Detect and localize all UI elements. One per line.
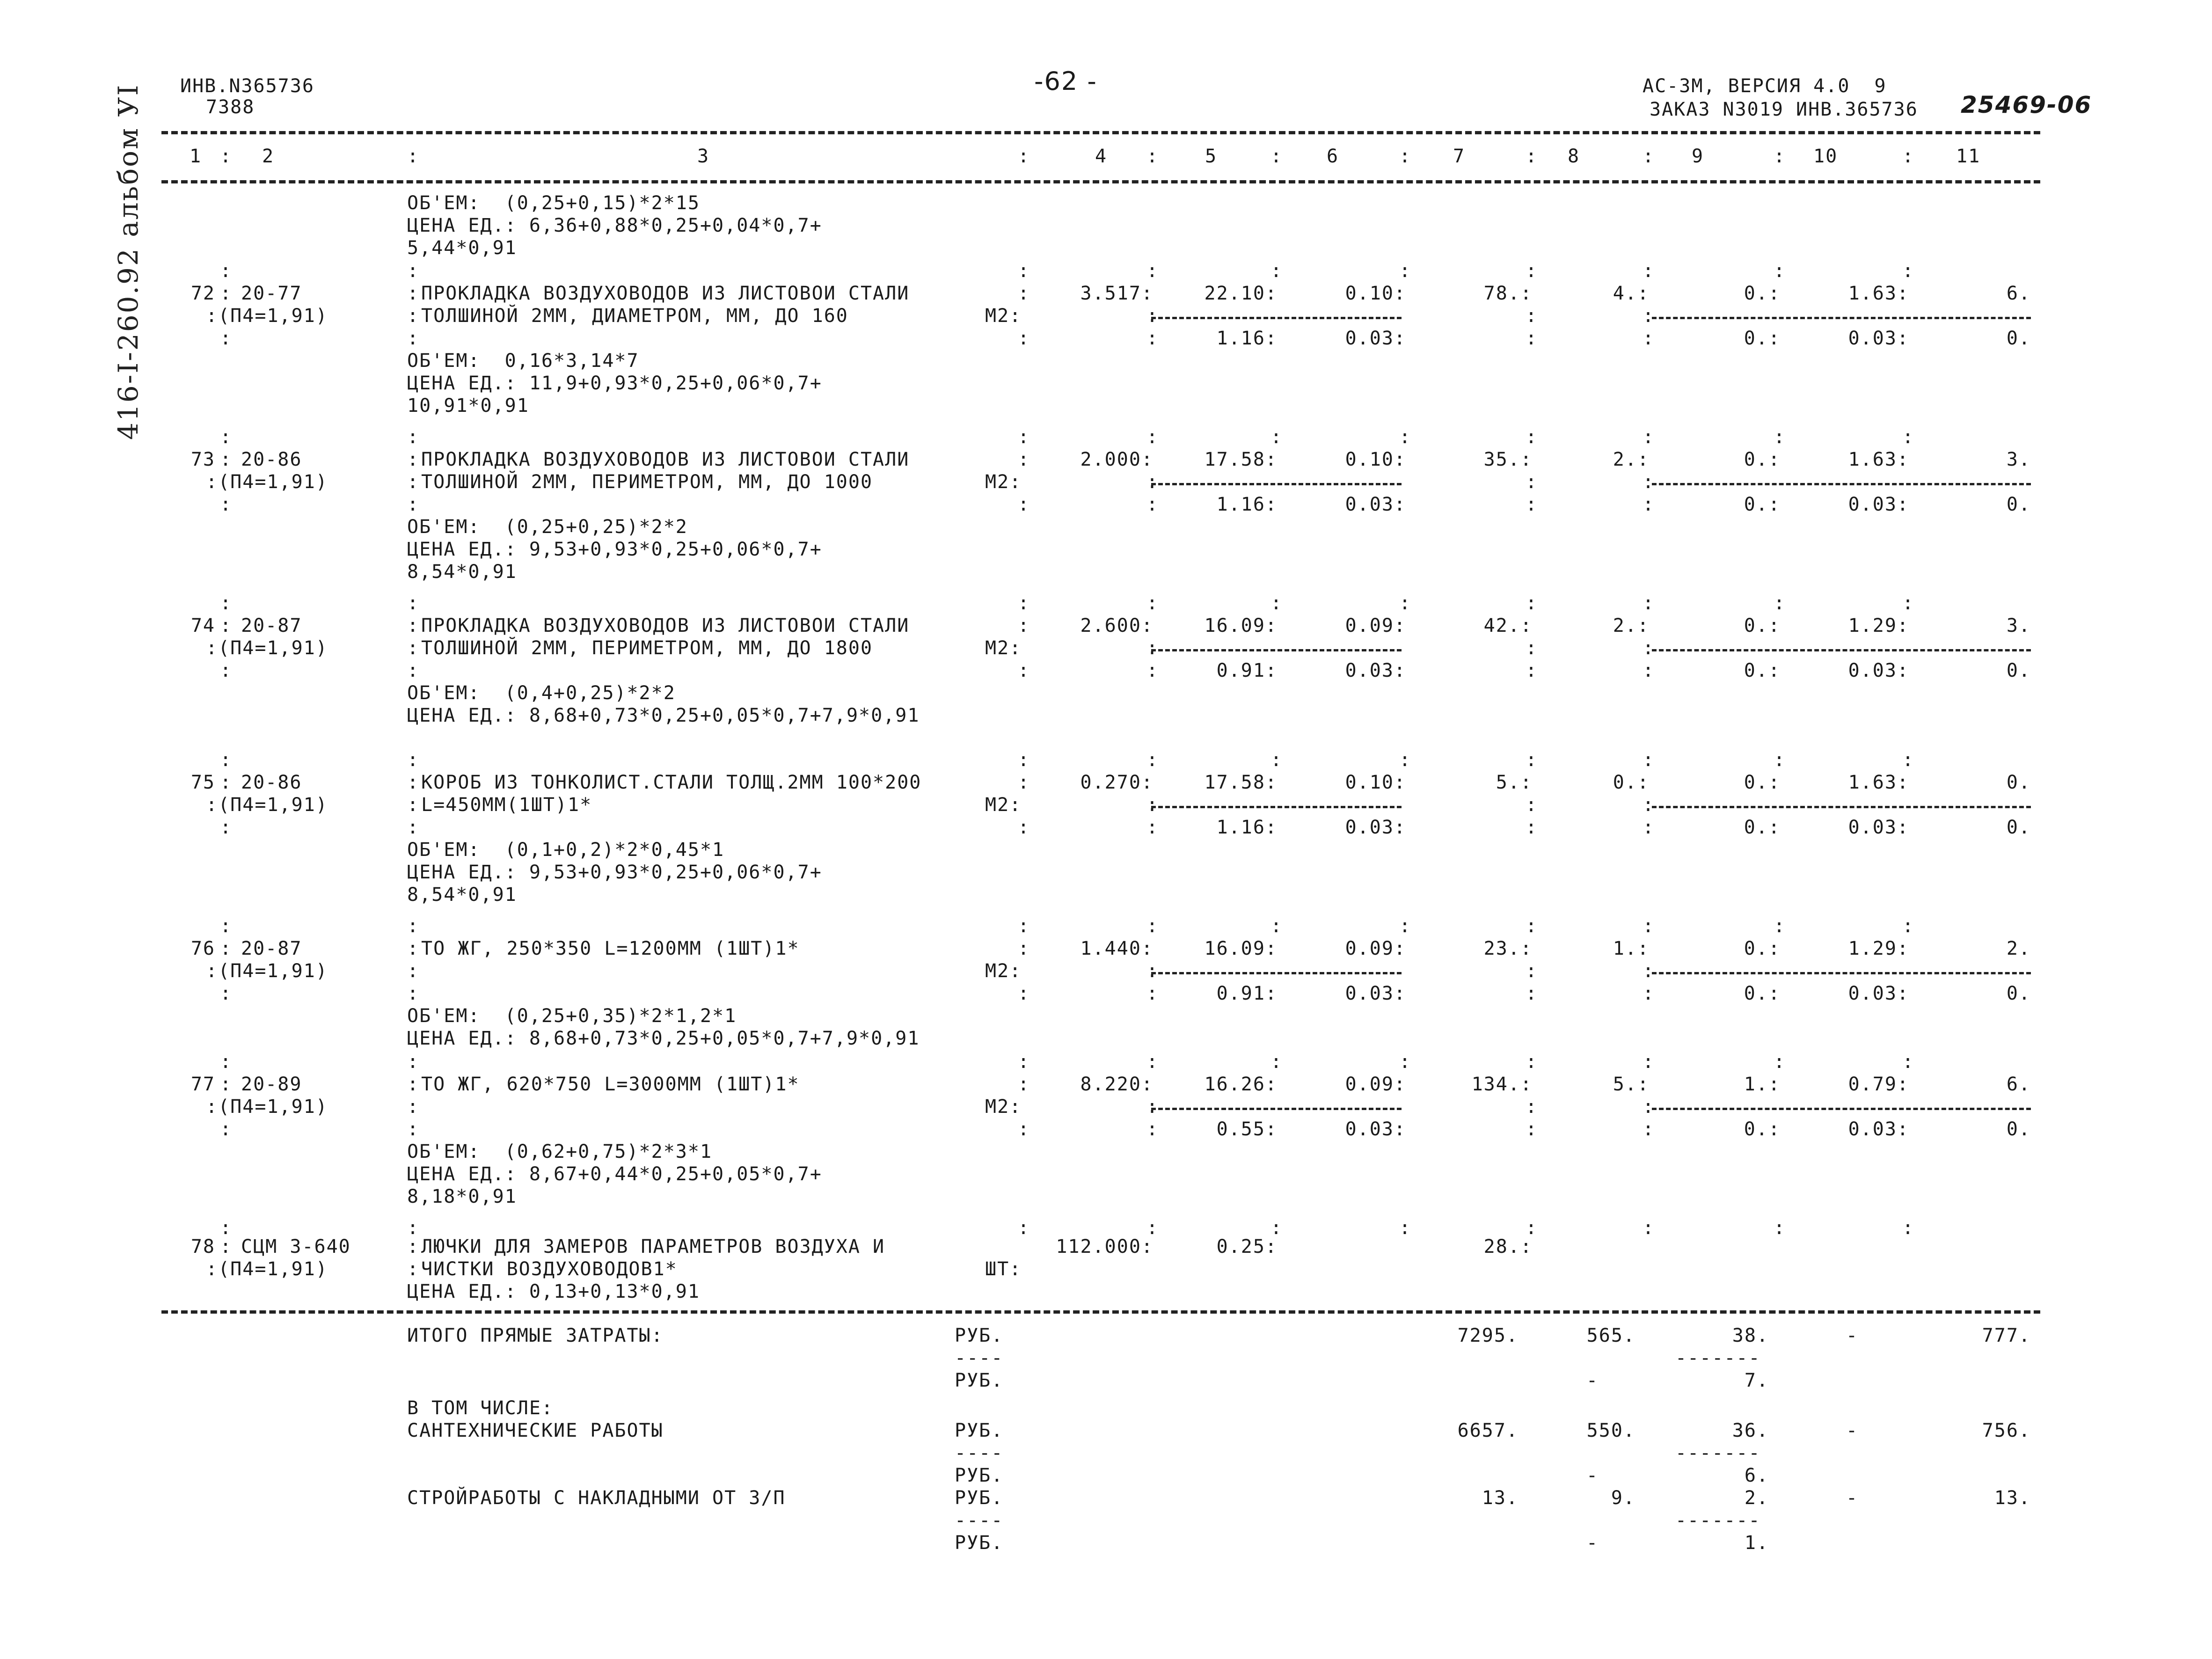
work-name: ПРОКЛАДКА ВОЗДУХОВОДОВ ИЗ ЛИСТОВОИ СТАЛИ — [421, 283, 910, 304]
cell-price-sub: 1.16: — [1216, 494, 1278, 515]
cell-col6: 0.10: — [1345, 449, 1406, 470]
cell-col8: 4.: — [1613, 283, 1650, 304]
column-header: 4 — [1095, 146, 1108, 167]
cell-total: 28.: — [1483, 1236, 1533, 1257]
coefficient: :(П4=1,91) — [206, 637, 328, 659]
intro-price-line-cont: 5,44*0,91 — [407, 237, 517, 259]
underline: ---- — [955, 1442, 1004, 1464]
sanitary-total: 6657. — [1457, 1420, 1518, 1441]
direct-costs-label: ИТОГО ПРЯМЫЕ ЗАТРАТЫ: — [407, 1325, 664, 1346]
calc-note: ОБ'ЕМ: (0,25+0,35)*2*1,2*1 — [407, 1005, 737, 1027]
rate-code: 20-89 — [241, 1074, 302, 1095]
cell-col6: 0.10: — [1345, 772, 1406, 793]
sub-number: 7388 — [206, 96, 255, 118]
cell-total: 78.: — [1483, 283, 1533, 304]
cell-col11-sub: 0. — [2006, 494, 2031, 515]
cell-total: 134.: — [1471, 1074, 1533, 1095]
rate-code: 20-87 — [241, 938, 302, 959]
cell-col6-sub: 0.03: — [1345, 494, 1406, 515]
cell-col11-sub: 0. — [2006, 660, 2031, 681]
cell-col6: 0.09: — [1345, 615, 1406, 636]
cell-price: 17.58: — [1204, 772, 1278, 793]
rate-code: 20-87 — [241, 615, 302, 636]
underline: ---- — [955, 1347, 1004, 1369]
direct-col10: - — [1846, 1325, 1859, 1346]
cell-col11-sub: 0. — [2006, 817, 2031, 838]
construction-label: СТРОЙРАБОТЫ С НАКЛАДНЫМИ ОТ З/П — [407, 1487, 786, 1509]
cell-price-sub: 1.16: — [1216, 817, 1278, 838]
work-name: ПРОКЛАДКА ВОЗДУХОВОДОВ ИЗ ЛИСТОВОИ СТАЛИ — [421, 449, 910, 470]
cell-price-sub: 1.16: — [1216, 328, 1278, 349]
sub-rule — [1652, 483, 2031, 485]
sub-rule — [1652, 972, 2031, 974]
cell-col9-sub: 0.: — [1744, 817, 1781, 838]
cell-col11: 6. — [2006, 283, 2031, 304]
calc-note: ОБ'ЕМ: (0,25+0,25)*2*2 — [407, 516, 688, 538]
work-name: ЛЮЧКИ ДЛЯ ЗАМЕРОВ ПАРАМЕТРОВ ВОЗДУХА И — [421, 1236, 885, 1257]
cell-col9-sub: 0.: — [1744, 660, 1781, 681]
cell-col9: 0.: — [1744, 283, 1781, 304]
quantity: 8.220: — [1080, 1074, 1153, 1095]
column-header: 8 — [1568, 146, 1580, 167]
cell-price: 17.58: — [1204, 449, 1278, 470]
cell-col6-sub: 0.03: — [1345, 1118, 1406, 1140]
cell-col6-sub: 0.03: — [1345, 817, 1406, 838]
direct-col8: 565. — [1586, 1325, 1635, 1346]
work-name: ПРОКЛАДКА ВОЗДУХОВОДОВ ИЗ ЛИСТОВОИ СТАЛИ — [421, 615, 910, 636]
cell-col11-sub: 0. — [2006, 328, 2031, 349]
sub-rule — [1151, 317, 1402, 319]
calc-note: ЦЕНА ЕД.: 8,68+0,73*0,25+0,05*0,7+7,9*0,91 — [407, 705, 920, 726]
album-label: 416-I-260.92 альбом УI — [112, 83, 144, 440]
price-note: ЦЕНА ЕД.: 0,13+0,13*0,91 — [407, 1281, 700, 1302]
rate-code: 20-86 — [241, 772, 302, 793]
calc-note: 8,18*0,91 — [407, 1186, 517, 1207]
rate-code: СЦМ 3-640 — [241, 1236, 351, 1257]
unit: М2: — [985, 1096, 1022, 1118]
column-header: 2 — [262, 146, 275, 167]
cell-col10: 0.79: — [1848, 1074, 1909, 1095]
unit: М2: — [985, 637, 1022, 659]
cell-col10-sub: 0.03: — [1848, 328, 1909, 349]
work-name: ТО ЖГ, 250*350 L=1200ММ (1ШТ)1* — [421, 938, 800, 959]
cell-col8: 1.: — [1613, 938, 1650, 959]
cell-col9-sub: 0.: — [1744, 328, 1781, 349]
cell-col6-sub: 0.03: — [1345, 660, 1406, 681]
sub-rule — [1652, 806, 2031, 808]
cell-total: 35.: — [1483, 449, 1533, 470]
coefficient: :(П4=1,91) — [206, 960, 328, 982]
cell-col9: 0.: — [1744, 449, 1781, 470]
work-name-cont: L=450ММ(1ШТ)1* — [421, 794, 592, 816]
cell-col10-sub: 0.03: — [1848, 494, 1909, 515]
cell-col6-sub: 0.03: — [1345, 328, 1406, 349]
cell-col6: 0.10: — [1345, 283, 1406, 304]
cell-col8: 2.: — [1613, 449, 1650, 470]
currency: РУБ. — [955, 1370, 1004, 1391]
work-name-cont: ТОЛШИНОЙ 2ММ, ДИАМЕТРОМ, ММ, ДО 160 — [421, 305, 848, 327]
cell-col10: 1.29: — [1848, 615, 1909, 636]
order-number: ЗАКАЗ N3019 ИНВ.365736 — [1650, 99, 1918, 120]
dash-line: ------- — [1675, 1442, 1761, 1464]
cell-price-sub: 0.91: — [1216, 983, 1278, 1004]
inventory-number: ИНВ.N365736 — [180, 75, 314, 97]
column-header: 11 — [1956, 146, 1981, 167]
construction-col10: - — [1846, 1487, 1859, 1509]
direct-total: 7295. — [1457, 1325, 1518, 1346]
calc-note: ЦЕНА ЕД.: 11,9+0,93*0,25+0,06*0,7+ — [407, 373, 822, 394]
currency: РУБ. — [955, 1325, 1004, 1346]
cell-col10: 1.63: — [1848, 283, 1909, 304]
sub-rule — [1151, 483, 1402, 485]
construction-col9-sub: 1. — [1744, 1532, 1769, 1554]
cell-col10-sub: 0.03: — [1848, 817, 1909, 838]
cell-col9: 1.: — [1744, 1074, 1781, 1095]
dash-line: ------- — [1675, 1347, 1761, 1369]
rate-code: 20-86 — [241, 449, 302, 470]
construction-col8: 9. — [1611, 1487, 1635, 1509]
sanitary-label: САНТЕХНИЧЕСКИЕ РАБОТЫ — [407, 1420, 664, 1441]
currency: РУБ. — [955, 1420, 1004, 1441]
cell-col10: 1.29: — [1848, 938, 1909, 959]
cell-price: 16.09: — [1204, 938, 1278, 959]
dash-line: ------- — [1675, 1510, 1761, 1531]
sub-rule — [1151, 1108, 1402, 1110]
coefficient: :(П4=1,91) — [206, 471, 328, 493]
cell-total: 23.: — [1483, 938, 1533, 959]
column-header: 6 — [1327, 146, 1339, 167]
cell-col10-sub: 0.03: — [1848, 1118, 1909, 1140]
work-name-cont: ТОЛШИНОЙ 2ММ, ПЕРИМЕТРОМ, ММ, ДО 1800 — [421, 637, 873, 659]
row-number: 77 — [190, 1074, 215, 1095]
sub-rule — [1652, 649, 2031, 651]
work-name-cont: ЧИСТКИ ВОЗДУХОВОДОВ1* — [421, 1258, 678, 1280]
sub-rule — [1151, 806, 1402, 808]
calc-note: ЦЕНА ЕД.: 8,67+0,44*0,25+0,05*0,7+ — [407, 1163, 822, 1185]
column-header: 1 — [190, 146, 202, 167]
construction-total: 13. — [1482, 1487, 1518, 1509]
cell-col11: 0. — [2006, 772, 2031, 793]
program-version: АС-3М, ВЕРСИЯ 4.0 9 — [1643, 75, 1887, 97]
row-number: 78 — [190, 1236, 215, 1257]
row-number: 75 — [190, 772, 215, 793]
column-header: 3 — [697, 146, 710, 167]
quantity: 2.600: — [1080, 615, 1153, 636]
cell-total: 42.: — [1483, 615, 1533, 636]
column-header: 7 — [1453, 146, 1466, 167]
sub-rule — [1151, 649, 1402, 651]
intro-volume-line: ОБ'ЕМ: (0,25+0,15)*2*15 — [407, 192, 700, 214]
row-number: 76 — [190, 938, 215, 959]
cell-col8: 2.: — [1613, 615, 1650, 636]
quantity: 1.440: — [1080, 938, 1153, 959]
including-label: В ТОМ ЧИСЛЕ: — [407, 1397, 554, 1419]
construction-col11: 13. — [1994, 1487, 2031, 1509]
cell-col6: 0.09: — [1345, 1074, 1406, 1095]
totals-rule — [161, 1310, 2040, 1314]
column-header: 9 — [1692, 146, 1704, 167]
column-header: 10 — [1813, 146, 1838, 167]
cell-price-sub: 0.91: — [1216, 660, 1278, 681]
cell-col11: 3. — [2006, 449, 2031, 470]
currency: РУБ. — [955, 1487, 1004, 1509]
calc-note: ОБ'ЕМ: 0,16*3,14*7 — [407, 350, 639, 372]
cell-col9: 0.: — [1744, 615, 1781, 636]
cell-col11: 6. — [2006, 1074, 2031, 1095]
cell-price: 16.26: — [1204, 1074, 1278, 1095]
coefficient: :(П4=1,91) — [206, 1096, 328, 1118]
unit: М2: — [985, 960, 1022, 982]
cell-col11: 2. — [2006, 938, 2031, 959]
cell-col11: 3. — [2006, 615, 2031, 636]
unit: М2: — [985, 471, 1022, 493]
row-number: 73 — [190, 449, 215, 470]
calc-note: ОБ'ЕМ: (0,4+0,25)*2*2 — [407, 682, 676, 704]
document-stamp: 25469-06 — [1961, 91, 2092, 118]
construction-col9: 2. — [1744, 1487, 1769, 1509]
quantity: 2.000: — [1080, 449, 1153, 470]
rate-code: 20-77 — [241, 283, 302, 304]
calc-note: 10,91*0,91 — [407, 395, 529, 417]
unit: М2: — [985, 305, 1022, 327]
work-name-cont: ТОЛШИНОЙ 2ММ, ПЕРИМЕТРОМ, ММ, ДО 1000 — [421, 471, 873, 493]
dash-mark: - — [1586, 1465, 1599, 1486]
dash-mark: - — [1586, 1370, 1599, 1391]
cell-price: 16.09: — [1204, 615, 1278, 636]
sanitary-col10: - — [1846, 1420, 1859, 1441]
cell-col10: 1.63: — [1848, 449, 1909, 470]
unit: М2: — [985, 794, 1022, 816]
currency: РУБ. — [955, 1532, 1004, 1554]
cell-col8: 0.: — [1613, 772, 1650, 793]
row-number: 72 — [190, 283, 215, 304]
coefficient: :(П4=1,91) — [206, 794, 328, 816]
direct-col9-sub: 7. — [1744, 1370, 1769, 1391]
cell-col10: 1.63: — [1848, 772, 1909, 793]
header-rule-top — [161, 131, 2040, 134]
currency: РУБ. — [955, 1465, 1004, 1486]
calc-note: ОБ'ЕМ: (0,1+0,2)*2*0,45*1 — [407, 839, 725, 861]
sanitary-col9-sub: 6. — [1744, 1465, 1769, 1486]
quantity: 3.517: — [1080, 283, 1153, 304]
calc-note: ЦЕНА ЕД.: 9,53+0,93*0,25+0,06*0,7+ — [407, 862, 822, 883]
sanitary-col11: 756. — [1982, 1420, 2031, 1441]
calc-note: ЦЕНА ЕД.: 9,53+0,93*0,25+0,06*0,7+ — [407, 539, 822, 560]
cell-col10-sub: 0.03: — [1848, 983, 1909, 1004]
cell-col9-sub: 0.: — [1744, 1118, 1781, 1140]
cell-col11-sub: 0. — [2006, 983, 2031, 1004]
calc-note: 8,54*0,91 — [407, 561, 517, 583]
cell-price: 0.25: — [1216, 1236, 1278, 1257]
direct-col9: 38. — [1732, 1325, 1769, 1346]
calc-note: 8,54*0,91 — [407, 884, 517, 906]
sanitary-col8: 550. — [1586, 1420, 1635, 1441]
cell-col9: 0.: — [1744, 938, 1781, 959]
calc-note: ЦЕНА ЕД.: 8,68+0,73*0,25+0,05*0,7+7,9*0,91 — [407, 1028, 920, 1049]
cell-col11-sub: 0. — [2006, 1118, 2031, 1140]
quantity: 0.270: — [1080, 772, 1153, 793]
sub-rule — [1151, 972, 1402, 974]
unit: ШТ: — [985, 1258, 1022, 1280]
page-number: -62 - — [1034, 66, 1097, 96]
sanitary-col9: 36. — [1732, 1420, 1769, 1441]
cell-col9-sub: 0.: — [1744, 983, 1781, 1004]
row-number: 74 — [190, 615, 215, 636]
cell-price: 22.10: — [1204, 283, 1278, 304]
header-rule-bottom — [161, 180, 2040, 183]
sub-rule — [1652, 1108, 2031, 1110]
coefficient: :(П4=1,91) — [206, 305, 328, 327]
cell-col10-sub: 0.03: — [1848, 660, 1909, 681]
cell-col9-sub: 0.: — [1744, 494, 1781, 515]
sub-rule — [1652, 317, 2031, 319]
cell-price-sub: 0.55: — [1216, 1118, 1278, 1140]
cell-col9: 0.: — [1744, 772, 1781, 793]
work-name: ТО ЖГ, 620*750 L=3000ММ (1ШТ)1* — [421, 1074, 800, 1095]
coefficient: :(П4=1,91) — [206, 1258, 328, 1280]
direct-col11: 777. — [1982, 1325, 2031, 1346]
cell-total: 5.: — [1496, 772, 1533, 793]
cell-col8: 5.: — [1613, 1074, 1650, 1095]
cell-col6-sub: 0.03: — [1345, 983, 1406, 1004]
quantity: 112.000: — [1056, 1236, 1153, 1257]
work-name: КОРОБ ИЗ ТОНКОЛИСТ.СТАЛИ ТОЛЩ.2ММ 100*200 — [421, 772, 922, 793]
underline: ---- — [955, 1510, 1004, 1531]
calc-note: ОБ'ЕМ: (0,62+0,75)*2*3*1 — [407, 1141, 713, 1162]
intro-price-line: ЦЕНА ЕД.: 6,36+0,88*0,25+0,04*0,7+ — [407, 215, 822, 236]
column-header: 5 — [1205, 146, 1218, 167]
dash-mark: - — [1586, 1532, 1599, 1554]
cell-col6: 0.09: — [1345, 938, 1406, 959]
